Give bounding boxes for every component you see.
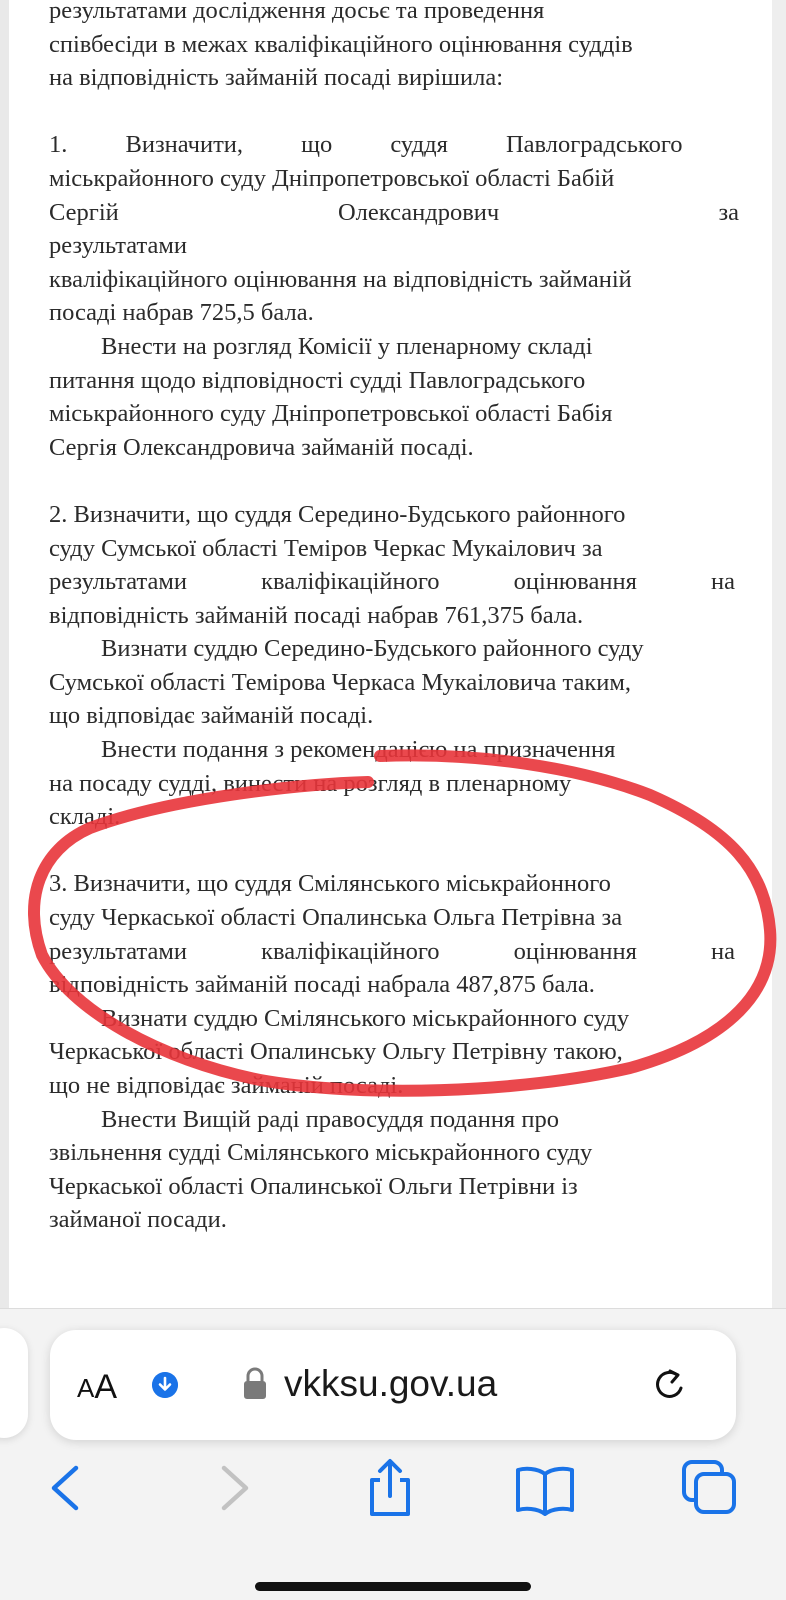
- text-line: 2. Визначити, що суддя Середино-Будського районного: [49, 500, 626, 528]
- book-icon[interactable]: [515, 1458, 575, 1518]
- text-line: Сумської області Темірова Черкаса Мукаіловича таким,: [49, 668, 631, 696]
- reload-icon[interactable]: [650, 1364, 690, 1404]
- text-line: посаді набрав 725,5 бала.: [49, 299, 314, 327]
- text-line: на посаду судді, винести на розгляд в пленарному: [49, 769, 572, 797]
- paragraph-item-2: [49, 498, 739, 632]
- text-line: міськрайонного суду Дніпропетровської області Бабія: [49, 400, 613, 428]
- paragraph-item-3-action: [49, 1103, 739, 1237]
- paragraph-item-1-action: [49, 330, 739, 464]
- page-left-edge: [0, 0, 9, 1308]
- text-line: на відповідність займаній посаді вирішила:: [49, 64, 504, 92]
- text-line: Внести Вищій раді правосуддя подання про: [101, 1105, 559, 1133]
- text-line: 1. Визначити, що суддя Павлоградського: [49, 131, 683, 159]
- text-line: суду Черкаської області Опалинська Ольга Петрівна за: [49, 904, 623, 932]
- text-line: що відповідає займаній посаді.: [49, 702, 374, 730]
- text-line: результатами кваліфікаційного оцінювання на: [49, 937, 735, 965]
- text-line: суду Сумської області Теміров Черкас Мукаілович за: [49, 534, 603, 562]
- divider: [0, 1308, 786, 1309]
- text-line: займаної посади.: [49, 1206, 227, 1234]
- text-line: результатами кваліфікаційного оцінювання на: [49, 568, 735, 596]
- text-line: Визнати суддю Середино-Будського районного суду: [101, 635, 644, 663]
- text-line: що не відповідає займаній посаді.: [49, 1072, 404, 1099]
- text-line: Визнати суддю Смілянського міськрайонного суду: [101, 1004, 630, 1032]
- lock-icon: [242, 1367, 268, 1401]
- text-line: 3. Визначити, що суддя Смілянського міськрайонного: [49, 870, 611, 898]
- text-line: звільнення судді Смілянського міськрайонного суду: [49, 1139, 593, 1167]
- previous-tab-peek[interactable]: [0, 1328, 28, 1438]
- document-text: [49, 0, 739, 1237]
- text-line: Сергія Олександровича займаній посаді.: [49, 433, 474, 461]
- address-bar[interactable]: [50, 1330, 736, 1440]
- forward-chevron-icon[interactable]: [202, 1458, 262, 1518]
- home-indicator: [255, 1582, 531, 1591]
- paragraph-item-1: [49, 128, 739, 330]
- back-chevron-icon[interactable]: [40, 1458, 100, 1518]
- paragraph-item-3: [49, 867, 739, 1001]
- text-line: Сергій Олександрович за результатами: [49, 198, 739, 260]
- text-size-small-letter: A: [77, 1373, 95, 1403]
- text-line: Черкаської області Опалинську Ольгу Петрівну такою,: [49, 1038, 623, 1066]
- text-line: складі.: [49, 803, 121, 831]
- share-icon[interactable]: [360, 1458, 420, 1518]
- url-text[interactable]: vkksu.gov.ua: [284, 1363, 498, 1404]
- text-size-big-letter: A: [94, 1368, 118, 1406]
- safari-bottom-bar: [0, 1308, 786, 1600]
- paragraph-item-2-decision: [49, 632, 739, 733]
- text-line: питання щодо відповідності судді Павлоградського: [49, 366, 586, 394]
- text-line: Внести на розгляд Комісії у пленарному складі: [101, 332, 593, 360]
- text-line: відповідність займаній посаді набрала 487,875 бала.: [49, 971, 595, 999]
- tabs-icon[interactable]: [680, 1458, 740, 1518]
- text-line: Внести подання з рекомендацією на призначення: [101, 736, 616, 764]
- text-line: міськрайонного суду Дніпропетровської області Бабій: [49, 164, 615, 192]
- paragraph-item-2-action: [49, 733, 739, 834]
- text-line: Черкаської області Опалинської Ольги Петрівни із: [49, 1172, 578, 1200]
- text-line: відповідність займаній посаді набрав 761,375 бала.: [49, 601, 584, 629]
- page-right-edge: [772, 0, 786, 1308]
- aa-icon[interactable]: [77, 1362, 117, 1406]
- text-line: кваліфікаційного оцінювання на відповідність займаній: [49, 265, 632, 293]
- text-line: співбесіди в межах кваліфікаційного оцінювання суддів: [49, 30, 633, 58]
- text-line: результатами дослідження досьє та проведення: [49, 0, 545, 24]
- paragraph-intro: [49, 0, 739, 95]
- download-badge-icon[interactable]: [152, 1372, 178, 1398]
- paragraph-item-3-decision: [49, 1002, 739, 1103]
